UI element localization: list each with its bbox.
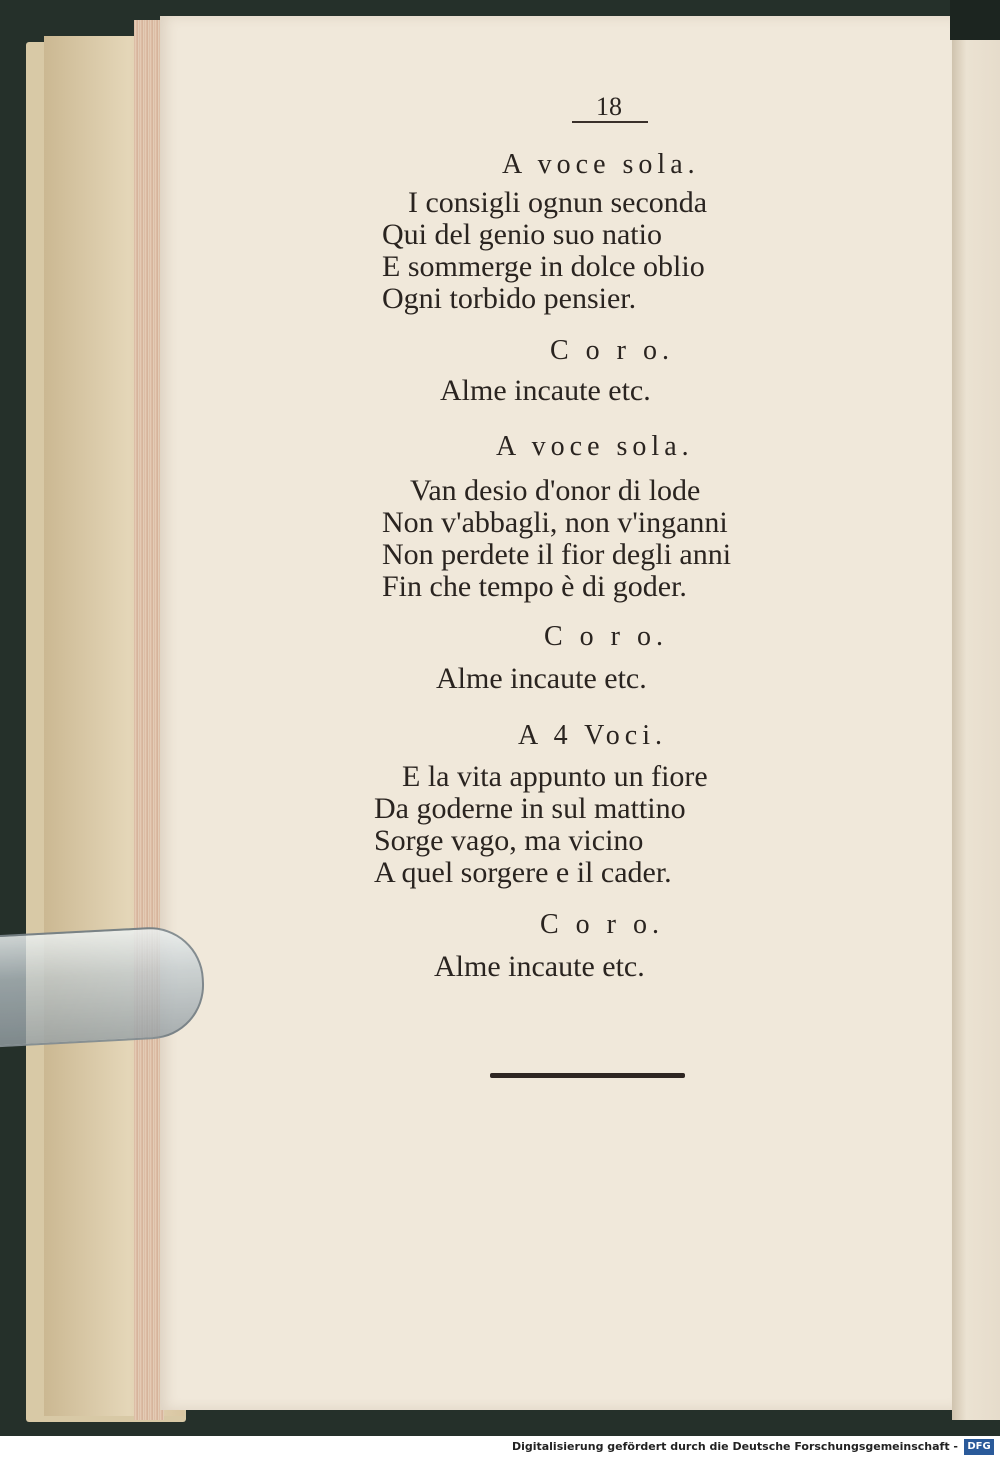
end-rule [490,1073,685,1078]
dfg-logo: DFG [964,1439,994,1455]
section-heading: C o r o. [550,335,674,366]
verse-line: Alme incaute etc. [436,662,647,695]
verse-line: E sommerge in dolce oblio [382,250,705,283]
verse-line: Non perdete il fior degli anni [382,538,732,571]
corner-shadow [950,0,1000,40]
verse-line: Fin che tempo è di goder. [382,570,687,603]
page-text [160,16,956,1410]
verse-line: I consigli ognun seconda [408,186,708,219]
section-heading: C o r o. [540,909,664,940]
footer-credit: Digitalisierung gefördert durch die Deutsche Forschungsgemeinschaft - [511,1440,958,1453]
verse-line: A quel sorgere e il cader. [374,856,672,889]
verse-line: Alme incaute etc. [440,374,651,407]
verse-line: Alme incaute etc. [434,950,645,983]
verse-line: Ogni torbido pensier. [382,282,637,315]
page-number: 18 [596,92,622,121]
section-heading: C o r o. [544,621,668,652]
verse-line: E la vita appunto un fiore [402,760,708,793]
page-number-rule [572,121,648,123]
verse-line: Non v'abbagli, non v'inganni [382,506,728,539]
section-heading: A voce sola. [496,431,694,462]
verse-line: Sorge vago, ma vicino [374,824,644,857]
verse-line: Da goderne in sul mattino [374,792,686,825]
page-holder-clip [0,924,207,1047]
section-heading: A 4 Voci. [518,720,667,751]
section-heading: A voce sola. [502,149,700,180]
facing-page-edge [952,24,1000,1420]
footer-bar [0,1436,1000,1459]
verse-line: Qui del genio suo natio [382,218,662,251]
verse-line: Van desio d'onor di lode [410,474,701,507]
